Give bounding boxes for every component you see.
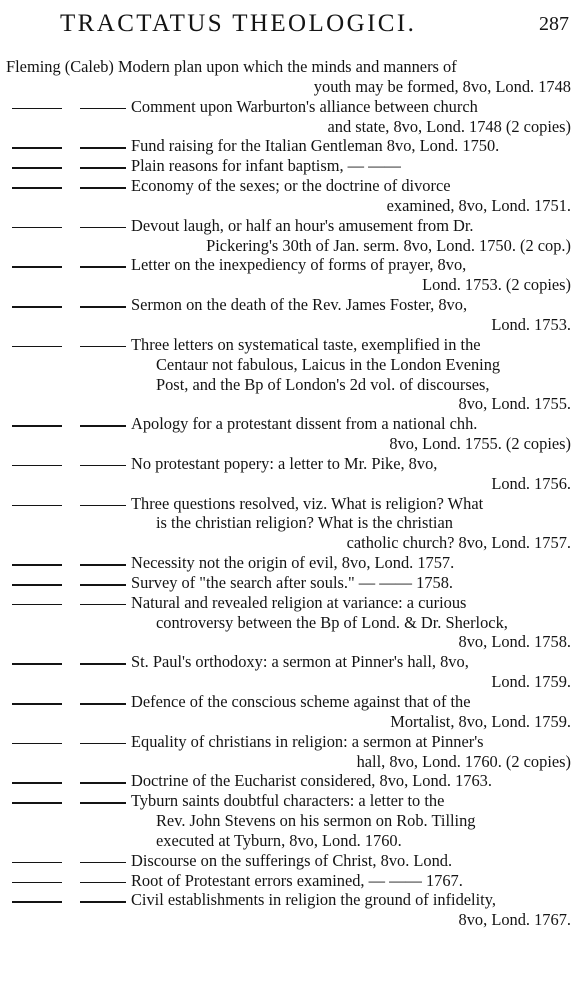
ditto-rule [12, 862, 62, 864]
entry-text: Root of Protestant errors examined, — —— 1767. [131, 870, 463, 890]
ditto-rule [12, 703, 62, 705]
entry-text: 8vo, Lond. 1755. [458, 394, 571, 414]
entry-continuation-line [0, 811, 585, 831]
entry-first-line [0, 136, 585, 156]
ditto-rule [80, 882, 126, 884]
entry-text: 8vo, Lond. 1755. (2 copies) [389, 434, 571, 454]
entry-text: Economy of the sexes; or the doctrine of divorce [131, 176, 451, 196]
entry-first-line [0, 851, 585, 871]
entry-first-line [0, 692, 585, 712]
ditto-rule [12, 465, 62, 467]
catalogue-entry [0, 216, 585, 256]
entry-text: Lond. 1753. [491, 314, 571, 334]
entry-first-line [0, 553, 585, 573]
ditto-rule [12, 782, 62, 784]
entry-text: executed at Tyburn, 8vo, Lond. 1760. [156, 830, 402, 850]
ditto-rule [80, 743, 126, 745]
ditto-rule [80, 266, 126, 268]
catalogue-entry [0, 553, 585, 573]
entry-continuation-line [0, 394, 585, 414]
entry-text: Sermon on the death of the Rev. James Foster, 8vo, [131, 295, 468, 315]
ditto-rule [12, 187, 62, 189]
catalogue-entry [0, 176, 585, 216]
entry-first-line [0, 255, 585, 275]
entry-continuation-line [0, 375, 585, 395]
ditto-rule [12, 167, 62, 169]
entry-first-line [0, 593, 585, 613]
ditto-rule [12, 227, 62, 229]
catalogue-entry [0, 692, 585, 732]
entry-continuation-line [0, 315, 585, 335]
catalogue-entry [0, 593, 585, 653]
entry-text: Survey of "the search after souls." — —— 1758. [131, 572, 454, 592]
entry-continuation-line [0, 533, 585, 553]
entry-first-line [0, 216, 585, 236]
running-title: TRACTATUS THEOLOGICI. [60, 10, 417, 37]
entry-text: Three letters on systematical taste, exemplified in the [131, 334, 481, 354]
catalogue-entry [0, 732, 585, 772]
catalogue-entry [0, 454, 585, 494]
entry-first-line [0, 732, 585, 752]
entry-text: catholic church? 8vo, Lond. 1757. [346, 533, 571, 553]
entry-text: Lond. 1753. (2 copies) [422, 275, 571, 295]
catalogue-entry [0, 255, 585, 295]
entry-continuation-line [0, 672, 585, 692]
ditto-rule [12, 266, 62, 268]
catalogue-entry [0, 295, 585, 335]
entry-continuation-line [0, 613, 585, 633]
entry-text: examined, 8vo, Lond. 1751. [386, 195, 571, 215]
ditto-rule [80, 782, 126, 784]
entry-text: Letter on the inexpediency of forms of prayer, 8vo, [131, 255, 467, 275]
entry-first-line [0, 57, 585, 77]
page-number: 287 [539, 13, 569, 35]
catalogue-entry [0, 771, 585, 791]
entry-continuation-line [0, 632, 585, 652]
entry-text: hall, 8vo, Lond. 1760. (2 copies) [356, 751, 571, 771]
entry-text: Defence of the conscious scheme against that of the [131, 692, 471, 711]
ditto-rule [12, 564, 62, 566]
entry-first-line [0, 871, 585, 891]
ditto-rule [12, 604, 62, 606]
ditto-rule [80, 505, 126, 507]
entry-list [0, 57, 585, 930]
entry-text: Lond. 1756. [491, 473, 571, 493]
entry-text: Comment upon Warburton's alliance between church [131, 96, 478, 116]
entry-text: St. Paul's orthodoxy: a sermon at Pinner's hall, 8vo, [131, 652, 469, 672]
entry-text: Tyburn saints doubtful characters: a letter to the [131, 791, 445, 811]
ditto-rule [80, 604, 126, 606]
entry-first-line [0, 295, 585, 315]
entry-text: Discourse on the sufferings of Christ, 8vo. Lond. [131, 850, 453, 870]
ditto-rule [12, 802, 62, 804]
entry-continuation-line [0, 355, 585, 375]
entry-first-line [0, 573, 585, 593]
ditto-rule [80, 346, 126, 348]
ditto-rule [12, 901, 62, 903]
ditto-rule [12, 663, 62, 665]
ditto-rule [12, 584, 62, 586]
catalogue-entry [0, 156, 585, 176]
ditto-rule [80, 465, 126, 467]
ditto-rule [12, 505, 62, 507]
running-head [0, 10, 585, 44]
ditto-rule [12, 108, 62, 110]
ditto-rule [80, 663, 126, 665]
ditto-rule [12, 882, 62, 884]
entry-continuation-line [0, 474, 585, 494]
entry-text: youth may be formed, 8vo, Lond. 1748 [313, 76, 571, 96]
ditto-rule [80, 147, 126, 149]
catalogue-entry [0, 97, 585, 137]
entry-first-line [0, 335, 585, 355]
ditto-rule [80, 802, 126, 804]
entry-continuation-line [0, 831, 585, 851]
entry-text: Post, and the Bp of London's 2d vol. of discourses, [156, 374, 490, 394]
entry-first-line [0, 652, 585, 672]
catalogue-entry [0, 57, 585, 97]
ditto-rule [80, 584, 126, 586]
catalogue-entry [0, 871, 585, 891]
entry-text: Civil establishments in religion the ground of infidelity, [131, 890, 496, 910]
ditto-rule [80, 564, 126, 566]
entry-first-line [0, 156, 585, 176]
entry-continuation-line [0, 236, 585, 256]
catalogue-entry [0, 494, 585, 554]
entry-text: Mortalist, 8vo, Lond. 1759. [390, 711, 571, 731]
entry-text: 8vo, Lond. 1758. [458, 632, 571, 652]
catalogue-entry [0, 652, 585, 692]
entry-text: Three questions resolved, viz. What is religion? What [131, 493, 484, 513]
ditto-rule [80, 108, 126, 110]
ditto-rule [80, 425, 126, 427]
entry-continuation-line [0, 513, 585, 533]
entry-text: is the christian religion? What is the christian [156, 513, 453, 533]
entry-first-line [0, 97, 585, 117]
catalogue-entry [0, 791, 585, 851]
ditto-rule [80, 187, 126, 189]
entry-text: Doctrine of the Eucharist considered, 8vo, Lond. 1763. [131, 771, 492, 791]
entry-text: Natural and revealed religion at variance: a curious [131, 592, 467, 612]
entry-text: controversy between the Bp of Lond. & Dr. Sherlock, [156, 612, 508, 632]
entry-text: Lond. 1759. [491, 672, 571, 692]
entry-text: Necessity not the origin of evil, 8vo, Lond. 1757. [131, 553, 455, 573]
ditto-rule [12, 743, 62, 745]
catalogue-entry [0, 414, 585, 454]
ditto-rule [80, 703, 126, 705]
entry-continuation-line [0, 434, 585, 454]
entry-continuation-line [0, 77, 585, 97]
catalogue-entry [0, 573, 585, 593]
entry-first-line [0, 494, 585, 514]
catalogue-entry [0, 335, 585, 414]
entry-continuation-line [0, 117, 585, 137]
entry-text: Pickering's 30th of Jan. serm. 8vo, Lond. 1750. (2 cop.) [206, 235, 571, 255]
entry-first-line [0, 454, 585, 474]
entry-continuation-line [0, 910, 585, 930]
catalogue-entry [0, 136, 585, 156]
entry-text: Equality of christians in religion: a sermon at Pinner's [131, 731, 484, 751]
entry-text: 8vo, Lond. 1767. [458, 910, 571, 930]
entry-text: Centaur not fabulous, Laicus in the London Evening [156, 354, 501, 374]
entry-continuation-line [0, 752, 585, 772]
catalogue-entry [0, 890, 585, 930]
entry-text: and state, 8vo, Lond. 1748 (2 copies) [327, 116, 571, 136]
ditto-rule [12, 346, 62, 348]
entry-first-line [0, 890, 585, 910]
entry-first-line [0, 771, 585, 791]
ditto-rule [12, 306, 62, 308]
entry-text: Fund raising for the Italian Gentleman 8vo, Lond. 1750. [131, 136, 500, 156]
ditto-rule [80, 862, 126, 864]
entry-text: Rev. John Stevens on his sermon on Rob. Tilling [156, 811, 476, 831]
ditto-rule [12, 425, 62, 427]
ditto-rule [80, 227, 126, 229]
entry-first-line [0, 414, 585, 434]
entry-text: Fleming (Caleb) Modern plan upon which the minds and manners of [6, 57, 457, 76]
entry-continuation-line [0, 196, 585, 216]
entry-continuation-line [0, 275, 585, 295]
entry-text: Apology for a protestant dissent from a national chh. [131, 414, 478, 434]
entry-first-line [0, 176, 585, 196]
ditto-rule [80, 167, 126, 169]
catalogue-entry [0, 851, 585, 871]
entry-text: Devout laugh, or half an hour's amusement from Dr. [131, 215, 474, 235]
ditto-rule [80, 901, 126, 903]
entry-text: No protestant popery: a letter to Mr. Pike, 8vo, [131, 453, 438, 473]
entry-continuation-line [0, 712, 585, 732]
entry-text: Plain reasons for infant baptism, — —— [131, 156, 401, 176]
entry-first-line [0, 791, 585, 811]
ditto-rule [80, 306, 126, 308]
ditto-rule [12, 147, 62, 149]
